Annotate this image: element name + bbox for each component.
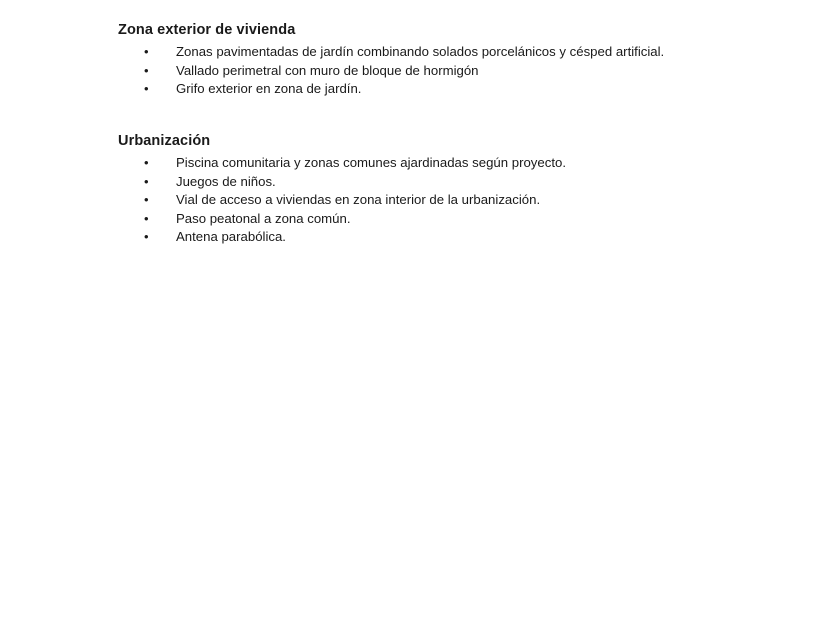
list-item-text: Vallado perimetral con muro de bloque de hormigón [176, 62, 479, 78]
list-item [118, 173, 728, 191]
bullet-icon: • [144, 62, 149, 78]
section-heading: Urbanización [118, 132, 211, 149]
section-heading: Zona exterior de vivienda [118, 22, 296, 38]
bullet-icon: • [144, 155, 149, 171]
list-item-text: Paso peatonal a zona común. [176, 210, 351, 226]
list-item [118, 210, 728, 228]
list-item-text: Zonas pavimentadas de jardín combinando solados porcelánicos y césped artificial. [176, 44, 665, 60]
bullet-icon: • [144, 192, 149, 208]
bullet-icon: • [144, 81, 149, 97]
bullet-icon: • [144, 173, 149, 189]
list-item [118, 228, 728, 246]
bullet-icon: • [144, 229, 149, 245]
bullet-list [118, 43, 728, 98]
list-item-text: Grifo exterior en zona de jardín. [176, 81, 362, 97]
bullet-icon: • [144, 44, 149, 60]
list-item-text: Vial de acceso a viviendas en zona interior de la urbanización. [176, 192, 541, 208]
list-item [118, 80, 728, 98]
bullet-list [118, 154, 728, 246]
list-item [118, 43, 728, 61]
document-content [118, 22, 728, 247]
list-item [118, 191, 728, 209]
section-urbanizacion [118, 133, 728, 246]
section-spacer [118, 99, 728, 133]
list-item-text: Antena parabólica. [176, 229, 286, 245]
bullet-icon: • [144, 210, 149, 226]
list-item-text: Juegos de niños. [176, 173, 276, 189]
list-item [118, 62, 728, 80]
list-item-text: Piscina comunitaria y zonas comunes ajardinadas según proyecto. [176, 155, 566, 171]
section-zona-exterior-de-vivienda [118, 22, 728, 98]
list-item [118, 154, 728, 172]
